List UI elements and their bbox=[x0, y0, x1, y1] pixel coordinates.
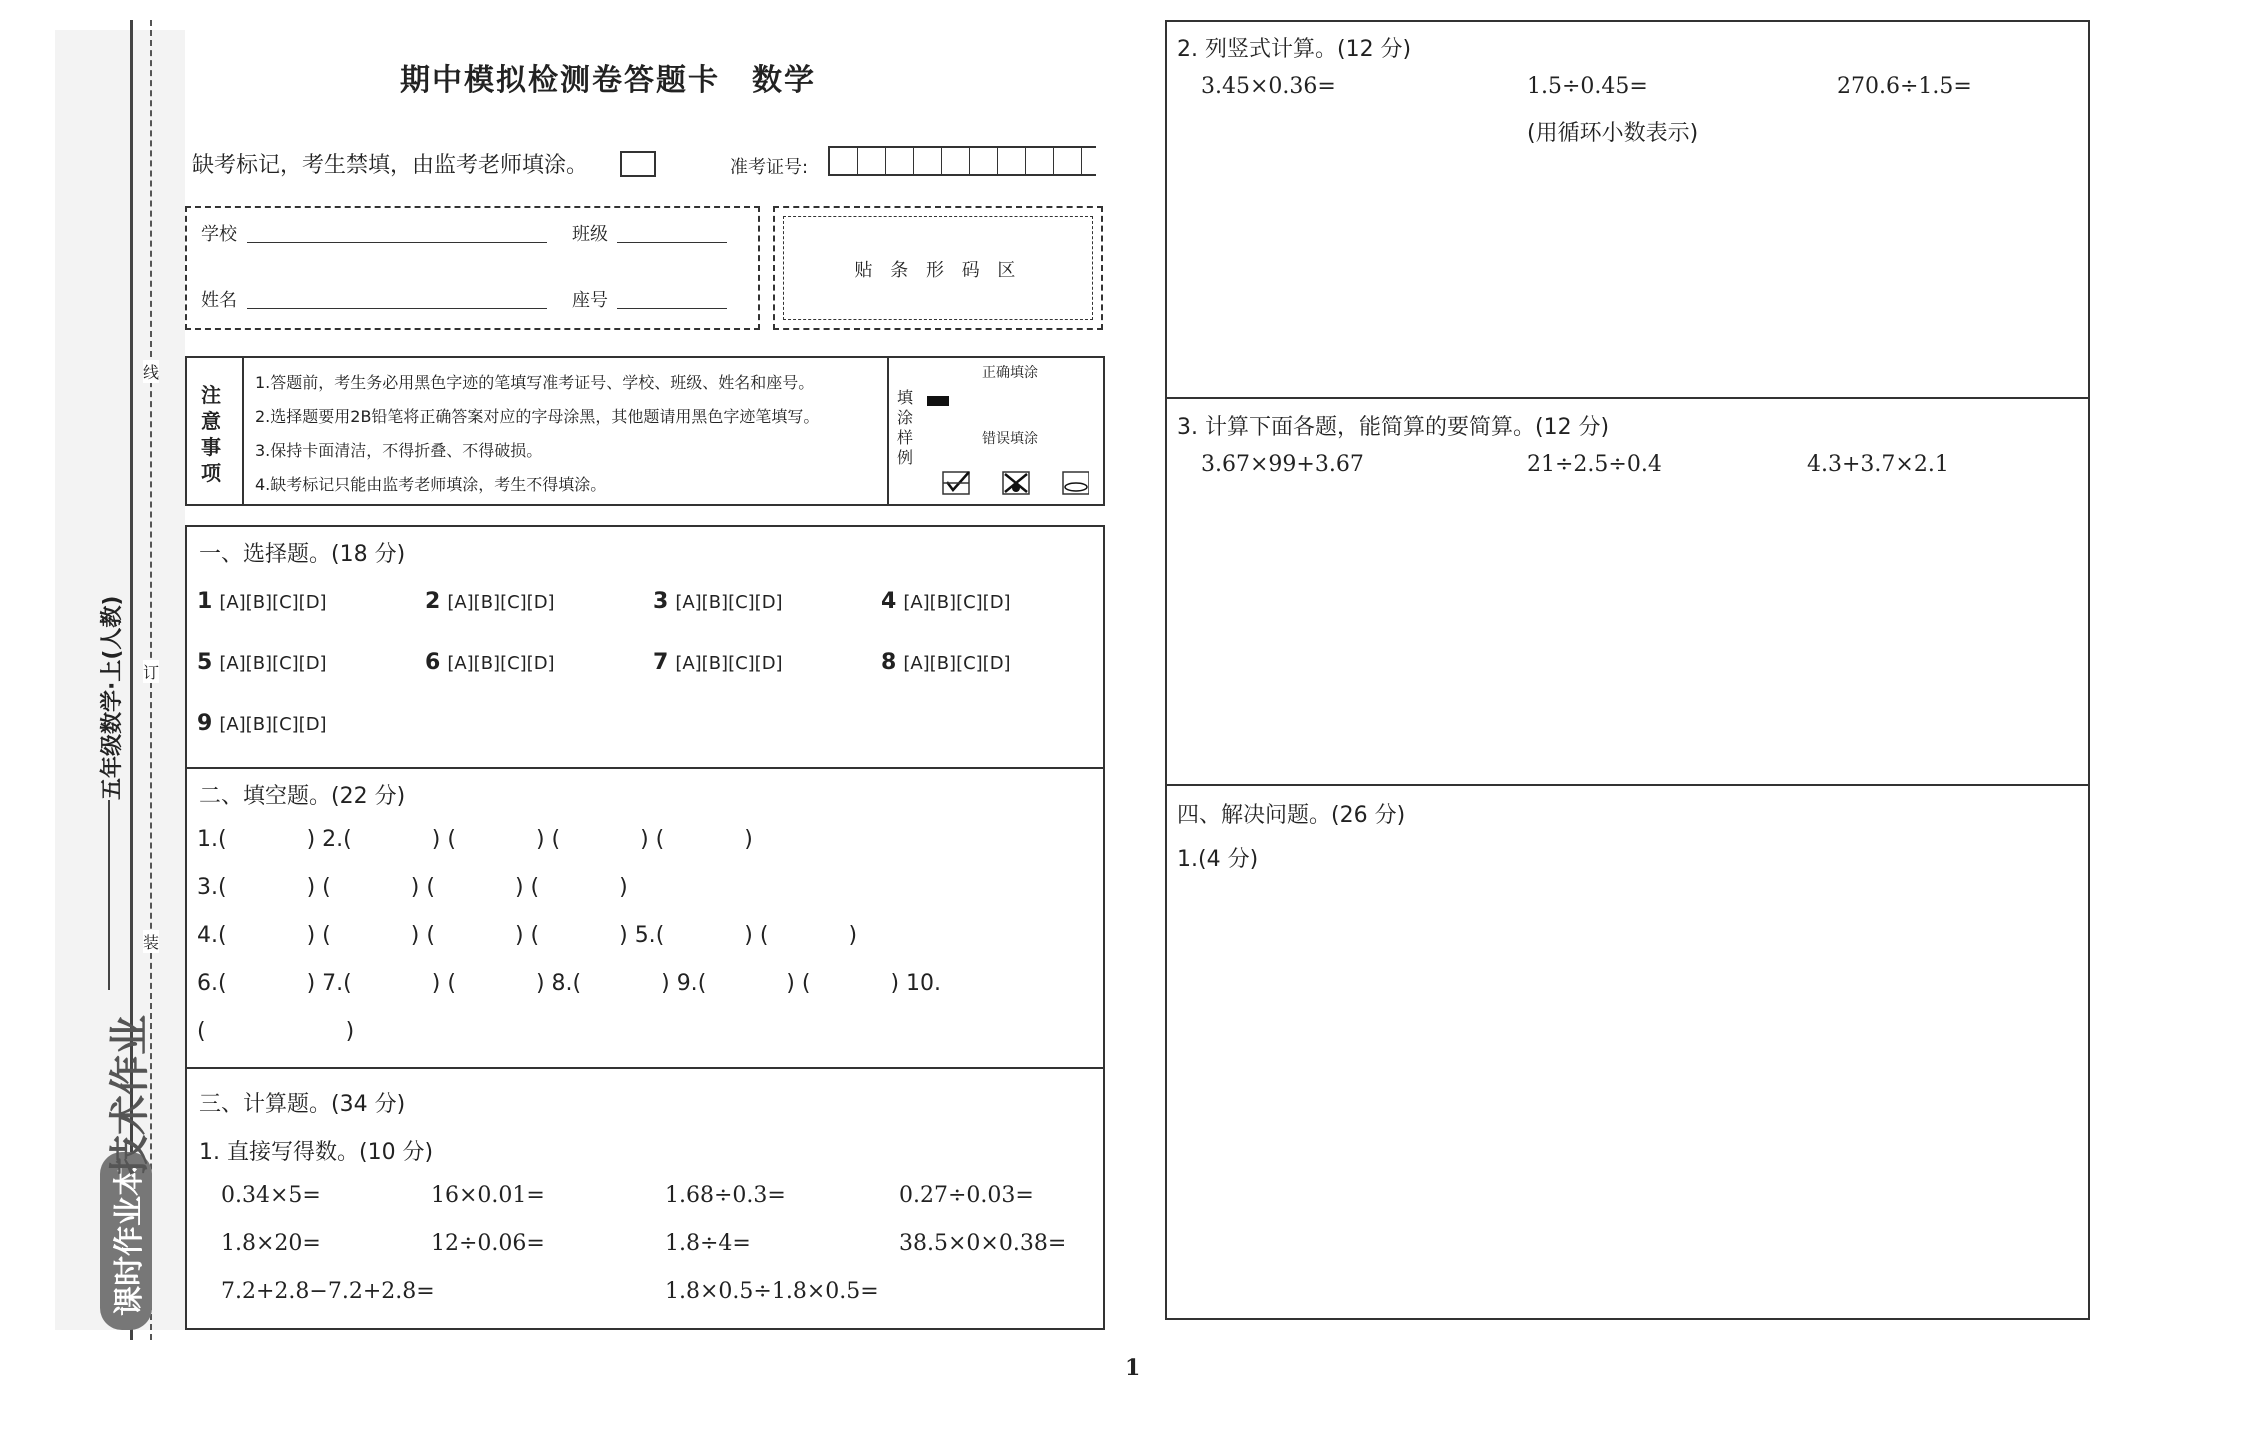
section1-title: 一、选择题。(18 分) bbox=[199, 542, 406, 567]
seat-field[interactable] bbox=[617, 308, 727, 309]
simplify-item: 4.3+3.7×2.1 bbox=[1807, 452, 1949, 477]
absent-note: 缺考标记，考生禁填，由监考老师填涂。 bbox=[192, 153, 589, 178]
simplify-item: 21÷2.5÷0.4 bbox=[1527, 452, 1662, 477]
line-char-xian: 线 bbox=[143, 360, 159, 383]
choice-row-1 bbox=[197, 589, 1081, 614]
wrong-label: 错误填涂 bbox=[982, 431, 1038, 447]
q-number: 7 bbox=[653, 650, 669, 675]
section2-title: 二、填空题。(22 分) bbox=[199, 784, 406, 809]
calc-item: 1.8×0.5÷1.8×0.5= bbox=[665, 1279, 879, 1304]
student-info-box bbox=[185, 206, 760, 330]
page-title: 期中模拟检测卷答题卡 数学 bbox=[400, 63, 816, 98]
choice-options[interactable]: [A][B][C][D] bbox=[903, 653, 1011, 674]
choice-options[interactable]: [A][B][C][D] bbox=[219, 714, 327, 735]
q-number: 8 bbox=[881, 650, 897, 675]
vertical-calc-item: 3.45×0.36= bbox=[1201, 74, 1336, 99]
fill-row-4[interactable]: 6.( ) 7.( ) ( ) 8.( ) 9.( ) ( ) 10. bbox=[197, 971, 942, 996]
notice-item-2: 2.选择题要用2B铅笔将正确答案对应的字母涂黑，其他题请用黑色字迹笔填写。 bbox=[255, 407, 820, 426]
line-char-ding: 订 bbox=[143, 660, 159, 683]
exam-no-label: 准考证号: bbox=[730, 157, 809, 178]
barcode-area bbox=[773, 206, 1103, 330]
q-number: 1 bbox=[197, 589, 213, 614]
school-field[interactable] bbox=[247, 242, 547, 243]
fill-row-5[interactable]: ( ) bbox=[197, 1019, 355, 1044]
vertical-calc-item: 1.5÷0.45= bbox=[1527, 74, 1648, 99]
calc-item: 1.8÷4= bbox=[665, 1231, 751, 1256]
section3-sub1: 1. 直接写得数。(10 分) bbox=[199, 1140, 434, 1165]
q-number: 4 bbox=[881, 589, 897, 614]
name-label: 姓名 bbox=[201, 290, 237, 311]
section4-title: 四、解决问题。(26 分) bbox=[1177, 803, 1406, 828]
fill-row-3[interactable]: 4.( ) ( ) ( ) ( ) 5.( ) ( ) bbox=[197, 923, 858, 948]
calc-item: 1.68÷0.3= bbox=[665, 1183, 786, 1208]
correct-label: 正确填涂 bbox=[982, 365, 1038, 381]
answer-area-right bbox=[1165, 20, 2090, 1320]
choice-options[interactable]: [A][B][C][D] bbox=[219, 653, 327, 674]
choice-options[interactable]: [A][B][C][D] bbox=[675, 653, 783, 674]
choice-row-3 bbox=[197, 711, 327, 736]
q-number: 3 bbox=[653, 589, 669, 614]
sample-label: 填涂样例 bbox=[897, 388, 914, 467]
barcode-label: 贴 条 形 码 区 bbox=[854, 260, 1022, 281]
spine-grade: 五年级数学·上(人教) bbox=[100, 595, 125, 800]
choice-row-2 bbox=[197, 650, 1081, 675]
wrong-fill-icons bbox=[939, 468, 1089, 498]
choice-options[interactable]: [A][B][C][D] bbox=[675, 592, 783, 613]
choice-options[interactable]: [A][B][C][D] bbox=[219, 592, 327, 613]
brand-badge: 课时作业本 bbox=[100, 1152, 152, 1330]
fill-row-2[interactable]: 3.( ) ( ) ( ) ( ) bbox=[197, 875, 628, 900]
calc-item: 1.8×20= bbox=[221, 1231, 321, 1256]
choice-options[interactable]: [A][B][C][D] bbox=[447, 592, 555, 613]
school-label: 学校 bbox=[201, 224, 237, 245]
section3c-title: 3. 计算下面各题，能简算的要简算。(12 分) bbox=[1177, 415, 1610, 440]
calc-item: 38.5×0×0.38= bbox=[899, 1231, 1067, 1256]
brand-title: 技术作业 bbox=[107, 1015, 153, 1175]
q-number: 6 bbox=[425, 650, 441, 675]
class-label: 班级 bbox=[572, 224, 608, 245]
choice-options[interactable]: [A][B][C][D] bbox=[447, 653, 555, 674]
recurring-decimal-note: (用循环小数表示) bbox=[1527, 121, 1699, 146]
absent-mark-box[interactable] bbox=[620, 151, 656, 177]
spine-rule-2 bbox=[108, 800, 110, 990]
vertical-calc-item: 270.6÷1.5= bbox=[1837, 74, 1972, 99]
simplify-item: 3.67×99+3.67 bbox=[1201, 452, 1364, 477]
page-number: 1 bbox=[1125, 1355, 1141, 1381]
exam-no-grid[interactable] bbox=[828, 146, 1096, 176]
q-number: 5 bbox=[197, 650, 213, 675]
calc-item: 7.2+2.8−7.2+2.8= bbox=[221, 1279, 435, 1304]
calc-item: 0.27÷0.03= bbox=[899, 1183, 1034, 1208]
name-field[interactable] bbox=[247, 308, 547, 309]
class-field[interactable] bbox=[617, 242, 727, 243]
calc-item: 0.34×5= bbox=[221, 1183, 321, 1208]
seat-label: 座号 bbox=[572, 290, 608, 311]
q-number: 9 bbox=[197, 711, 213, 736]
calc-item: 16×0.01= bbox=[431, 1183, 545, 1208]
section3-title: 三、计算题。(34 分) bbox=[199, 1092, 406, 1117]
notice-item-1: 1.答题前，考生务必用黑色字迹的笔填写准考证号、学校、班级、姓名和座号。 bbox=[255, 373, 815, 392]
calc-item: 12÷0.06= bbox=[431, 1231, 545, 1256]
choice-options[interactable]: [A][B][C][D] bbox=[903, 592, 1011, 613]
line-char-zhuang: 装 bbox=[143, 930, 159, 953]
fill-row-1[interactable]: 1.( ) 2.( ) ( ) ( ) ( ) bbox=[197, 827, 753, 852]
section3b-title: 2. 列竖式计算。(12 分) bbox=[1177, 37, 1412, 62]
section4-q1: 1.(4 分) bbox=[1177, 847, 1259, 872]
correct-fill-icon bbox=[927, 396, 949, 406]
q-number: 2 bbox=[425, 589, 441, 614]
notice-heading: 注意事项 bbox=[201, 383, 221, 485]
answer-area-left bbox=[185, 525, 1105, 1330]
notice-item-3: 3.保持卡面清洁，不得折叠、不得破损。 bbox=[255, 441, 543, 460]
notice-item-4: 4.缺考标记只能由监考老师填涂，考生不得填涂。 bbox=[255, 475, 607, 494]
notice-box bbox=[185, 356, 1105, 506]
